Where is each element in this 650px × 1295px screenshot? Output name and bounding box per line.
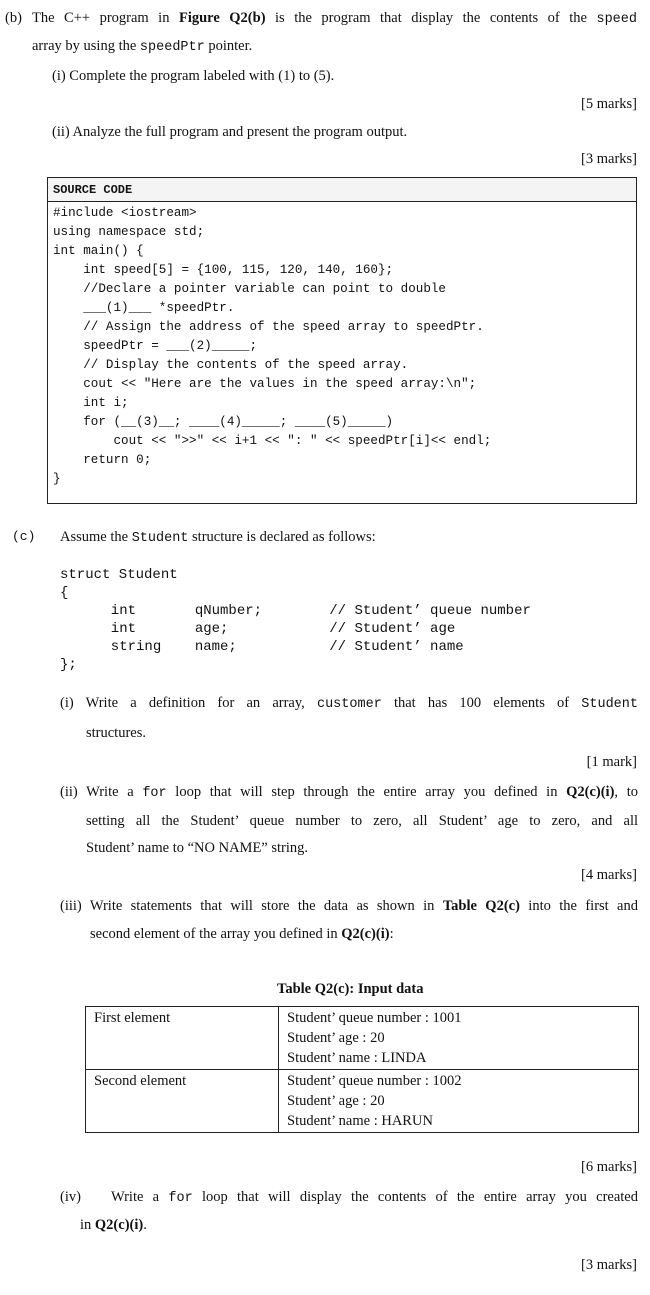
row-label: First element (86, 1007, 279, 1070)
text: (ii) Write a (60, 784, 143, 800)
table-title: Table Q2(c): Input data (277, 981, 424, 997)
marks-c-iv: [3 marks] (581, 1257, 637, 1273)
text: Assume the (60, 529, 132, 545)
question-c-ii-line1 (60, 784, 638, 801)
text: The C++ program in (32, 10, 179, 26)
struct-line: { (60, 585, 69, 601)
row-values (279, 1007, 639, 1070)
value-line: Student’ queue number : 1001 (287, 1010, 462, 1026)
marks-c-i: [1 mark] (586, 754, 637, 770)
part-c-intro (60, 529, 376, 546)
value-line: Student’ name : HARUN (287, 1113, 433, 1129)
text: Write a (111, 1189, 169, 1205)
code-line: cout << ">>" << i+1 << ": " << speedPtr[i]<< endl; (53, 434, 492, 448)
code-line: } (53, 472, 61, 486)
value-line: Student’ name : LINDA (287, 1050, 427, 1066)
question-ref: Q2(c)(i) (341, 926, 390, 942)
text: in (80, 1217, 95, 1233)
question-c-iii-line1 (60, 898, 638, 915)
text: (i) Write a definition for an array, (60, 695, 317, 711)
question-c-iv-label: (iv) (60, 1189, 81, 1205)
part-b-intro-line2 (32, 38, 252, 55)
text: loop that will display the contents of the entire array you created (192, 1189, 638, 1205)
code-line: //Declare a pointer variable can point to double (53, 282, 446, 296)
text: is the program that display the contents of the (265, 10, 597, 26)
marks-b-ii: [3 marks] (581, 151, 637, 167)
text: : (389, 926, 394, 942)
table-ref: Table Q2(c) (442, 898, 520, 914)
text: . (143, 1217, 147, 1233)
code-term: speed (596, 12, 637, 27)
question-c-iv-line1 (111, 1189, 638, 1206)
source-code-header (48, 178, 636, 202)
figure-ref: Figure Q2(b) (178, 10, 266, 26)
question-c-iv-line2 (80, 1217, 147, 1234)
struct-line: int age; // Student’ age (52, 621, 456, 637)
text: into the first and (519, 898, 638, 914)
table-row (86, 1007, 639, 1070)
text: that has 100 elements of (381, 695, 582, 711)
value-line: Student’ age : 20 (287, 1030, 385, 1046)
part-b-intro-line1 (32, 10, 637, 27)
input-data-table (85, 1006, 639, 1133)
text: (iii) Write statements that will store the data as shown in (60, 898, 443, 914)
question-c-ii-line3: Student’ name to “NO NAME” string. (86, 840, 309, 856)
code-line: #include <iostream> (53, 206, 197, 220)
value-line: Student’ queue number : 1002 (287, 1073, 462, 1089)
code-line: int speed[5] = {100, 115, 120, 140, 160}; (53, 263, 394, 277)
question-c-iii-line2 (90, 926, 394, 943)
part-c-label: (c) (12, 529, 36, 544)
struct-line: }; (60, 657, 77, 673)
text: pointer. (204, 38, 253, 54)
code-line: using namespace std; (53, 225, 205, 239)
struct-line: string name; // Student’ name (52, 639, 464, 655)
marks-c-ii: [4 marks] (581, 867, 637, 883)
question-c-i-line2: structures. (86, 725, 146, 741)
code-line: // Display the contents of the speed array. (53, 358, 409, 372)
code-line: for (__(3)__; ____(4)_____; ____(5)_____) (53, 415, 394, 429)
text: loop that will step through the entire array you defined in (166, 784, 567, 800)
source-code-title: SOURCE CODE (53, 183, 133, 197)
code-line: int main() { (53, 244, 144, 258)
code-term: customer (316, 697, 382, 712)
question-c-ii-line2: setting all the Student’ queue number to zero, all Student’ age to zero, and all (86, 813, 638, 829)
code-term: Student (581, 697, 638, 712)
struct-line: struct Student (60, 567, 178, 583)
marks-c-iii: [6 marks] (581, 1159, 637, 1175)
text: array by using the (32, 38, 140, 54)
part-b-label: (b) (5, 10, 22, 26)
code-term: speedPtr (139, 40, 205, 55)
text: structure is declared as follows: (188, 529, 376, 545)
text: , to (614, 784, 638, 800)
question-c-i-line1 (60, 695, 638, 712)
code-line: cout << "Here are the values in the speed array:\n"; (53, 377, 477, 391)
source-code-box (47, 177, 637, 504)
code-term: for (168, 1191, 193, 1206)
code-line: speedPtr = ___(2)_____; (53, 339, 258, 353)
row-label: Second element (86, 1070, 279, 1133)
code-line: return 0; (53, 453, 152, 467)
question-ref: Q2(c)(i) (94, 1217, 144, 1233)
code-term: Student (131, 531, 189, 546)
value-line: Student’ age : 20 (287, 1093, 385, 1109)
struct-line: int qNumber; // Student’ queue number (52, 603, 531, 619)
table-row (86, 1070, 639, 1133)
question-ref: Q2(c)(i) (566, 784, 615, 800)
marks-b-i: [5 marks] (581, 96, 637, 112)
question-b-ii: (ii) Analyze the full program and present the program output. (52, 124, 408, 140)
code-line: ___(1)___ *speedPtr. (53, 301, 235, 315)
code-line: int i; (53, 396, 129, 410)
text: second element of the array you defined in (90, 926, 342, 942)
question-b-i: (i) Complete the program labeled with (1) to (5). (52, 68, 335, 84)
code-term: for (142, 786, 167, 801)
row-values (279, 1070, 639, 1133)
code-line: // Assign the address of the speed array to speedPtr. (53, 320, 484, 334)
